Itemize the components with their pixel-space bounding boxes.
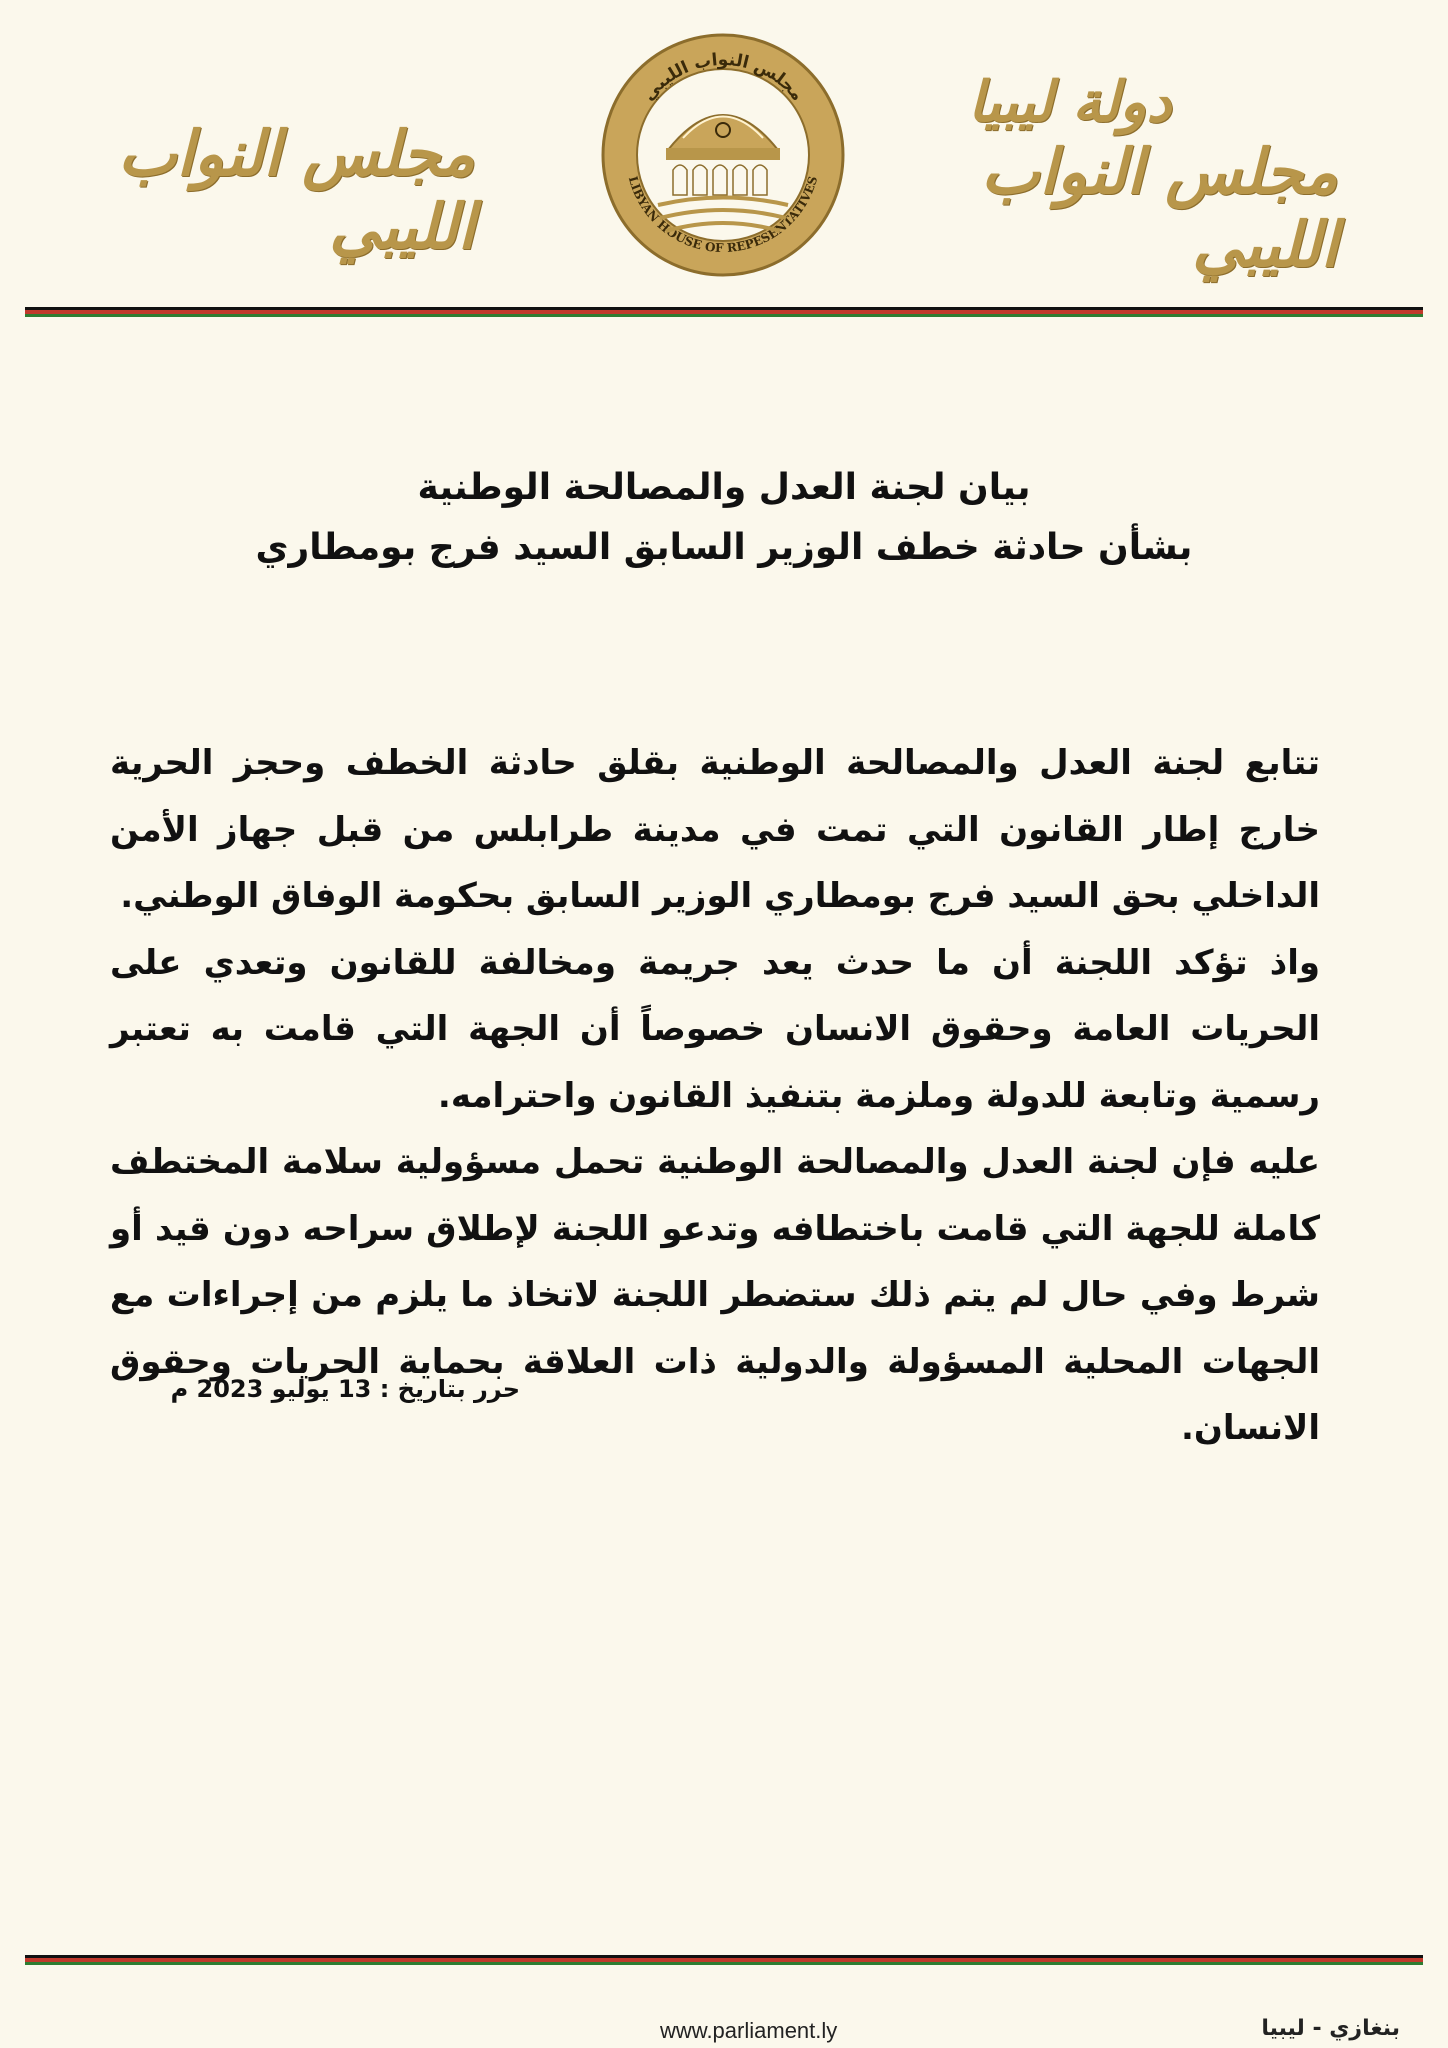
body-paragraph-2: واذ تؤكد اللجنة أن ما حدث يعد جريمة ومخالفة للقانون وتعدي على الحريات العامة وحقوق الانسان خصوصاً أن الجهة التي قامت به تعتبر رسمية وتابعة للدولة وملزمة بتنفيذ القانون واحترامه. xyxy=(110,942,1320,1116)
footer-location: بنغازي - ليبيا xyxy=(1261,2016,1400,2041)
parliament-seal-logo xyxy=(598,30,848,280)
calligraphy-right-line1: دولة ليبيا xyxy=(968,69,1172,135)
body-paragraph-1: تتابع لجنة العدل والمصالحة الوطنية بقلق حادثة الخطف وحجز الحرية خارج إطار القانون التي تمت في مدينة طرابلس من قبل جهاز الأمن الداخلي بحق السيد فرج بومطاري الوزير السابق بحكومة الوفاق الوطني. xyxy=(110,743,1320,916)
seal-arabic-text: مجلس النواب الليبي xyxy=(638,49,808,105)
statement-title xyxy=(150,458,1298,578)
calligraphy-logo-left xyxy=(95,115,475,265)
calligraphy-left-text: مجلس النواب الليبي xyxy=(118,117,475,263)
issue-date: حرر بتاريخ : 13 يوليو 2023 م xyxy=(170,1375,520,1403)
title-line-1: بيان لجنة العدل والمصالحة الوطنية xyxy=(417,467,1031,508)
letterhead xyxy=(0,0,1448,300)
top-divider xyxy=(25,307,1423,317)
title-line-2: بشأن حادثة خطف الوزير السابق السيد فرج بومطاري xyxy=(255,527,1193,568)
calligraphy-right-line2: مجلس النواب الليبي xyxy=(981,135,1338,281)
bottom-divider xyxy=(25,1955,1423,1965)
calligraphy-logo-right xyxy=(968,60,1338,290)
statement-body xyxy=(110,730,1320,1462)
seal-english-text: LIBYAN HOUSE OF REPESENTATIVES xyxy=(625,174,821,256)
body-paragraph-3: عليه فإن لجنة العدل والمصالحة الوطنية تحمل مسؤولية سلامة المختطف كاملة للجهة التي قامت باختطافه وتدعو اللجنة لإطلاق سراحه دون قيد أو شرط وفي حال لم يتم ذلك ستضطر اللجنة لاتخاذ ما يلزم من إجراءات مع الجهات المحلية المسؤولة والدولية ذات العلاقة بحماية الحريات وحقوق الانسان. xyxy=(110,1142,1320,1448)
footer-website-link[interactable]: www.parliament.ly xyxy=(660,2018,838,2043)
